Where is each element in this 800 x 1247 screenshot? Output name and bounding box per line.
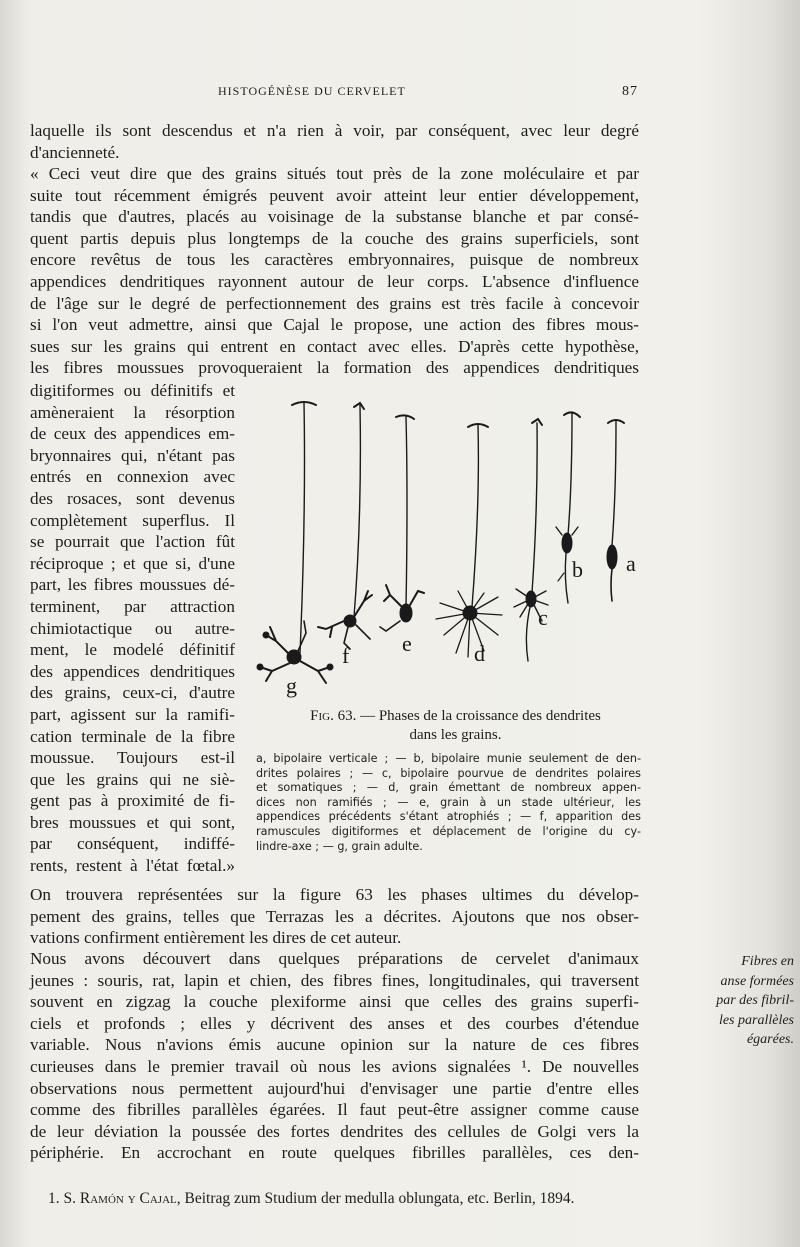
cell-d bbox=[436, 424, 502, 657]
text-line: chimiotactique ou autre- bbox=[30, 618, 235, 638]
text-line: tandis que d'autres, placés au voisinage de la substanse blanche et par consé- bbox=[30, 207, 639, 227]
legend-line: et somatiques ; — d, grain émettant de nombreux appen- bbox=[256, 781, 641, 795]
text-line: entrés en connexion avec bbox=[30, 467, 235, 487]
margin-note-line: égarées. bbox=[746, 1032, 794, 1047]
text-line: quent partis depuis plus longtemps de la couche des grains superficiels, sont bbox=[30, 228, 639, 248]
cell-f bbox=[318, 403, 372, 649]
text-line: de l'âge sur le degré de perfectionnement des grains est très facile à concevoir bbox=[30, 293, 639, 313]
figure-number: Fig. 63. bbox=[310, 708, 357, 724]
text-line: bres moussues et qui sont, bbox=[30, 812, 235, 832]
text-line: part, agissent sur la ramifi- bbox=[30, 704, 235, 724]
margin-note-line: les parallèles bbox=[718, 1012, 794, 1028]
text-line: de ceux des appendices em- bbox=[30, 424, 235, 444]
footnote-text: Beitrag zum Studium der medulla oblungata, etc. Berlin, 1894. bbox=[184, 1190, 575, 1207]
text-line: si l'on veut admettre, ainsi que Cajal le propose, une action des fibres mous- bbox=[30, 315, 639, 335]
text-line: curieuses dans le premier travail où nous les avions signalées ¹. De nouvelles bbox=[30, 1056, 639, 1076]
cell-a bbox=[607, 420, 624, 601]
text-line: pement des grains, telles que Terrazas les a décrites. Ajoutons que nos obser- bbox=[30, 906, 639, 926]
text-line: que les grains qui ne siè- bbox=[30, 769, 235, 789]
margin-note-line: par des fibril- bbox=[716, 993, 794, 1008]
figure-label-d: d bbox=[474, 641, 485, 666]
figure-label-a: a bbox=[626, 551, 636, 576]
text-line: terminent, par attraction bbox=[30, 596, 235, 616]
text-line: réciproque ; et que si, d'une bbox=[30, 553, 235, 573]
figure-label-c: c bbox=[538, 605, 548, 630]
figure-title-line: dans les grains. bbox=[409, 727, 502, 743]
wrapped-text-column bbox=[30, 380, 235, 877]
text-line: « Ceci veut dire que des grains situés tout près de la zone moléculaire et par bbox=[30, 164, 639, 183]
text-line: se pourrait que l'action fût bbox=[30, 532, 235, 552]
text-line: laquelle ils sont descendus et n'a rien à voir, par conséquent, avec leur degré bbox=[30, 121, 639, 140]
legend-line: ramuscules digitiformes et déplacement de l'origine du cy- bbox=[256, 824, 641, 838]
figure-caption bbox=[268, 707, 643, 745]
figure-label-b: b bbox=[572, 557, 583, 582]
text-line: sues sur les grains qui entrent en contact avec elles. D'après cette hypothèse, bbox=[30, 336, 639, 356]
running-header bbox=[218, 84, 638, 104]
text-line: de leur déviation la poussée des fortes dendrites des cellules de Golgi vers la bbox=[30, 1121, 639, 1141]
text-line: les fibres moussues provoqueraient la formation des appendices dendritiques bbox=[30, 358, 639, 378]
text-line: appendices dendritiques rayonnent autour de leur corps. L'absence d'influence bbox=[30, 271, 639, 291]
footnote-marker: 1. S. bbox=[48, 1190, 76, 1207]
text-line: rents, restent à l'état fœtal.» bbox=[30, 856, 235, 876]
text-line: souvent en zigzag la couche plexiforme ainsi que celles des grains superfi- bbox=[30, 992, 639, 1012]
text-line: périphérie. En accrochant en route quelques fibrilles parallèles, ces den- bbox=[30, 1143, 639, 1163]
text-line: des grains, ceux-ci, d'autre bbox=[30, 683, 235, 703]
text-line: digitiformes ou définitifs et bbox=[30, 381, 235, 400]
margin-note-line: anse formées bbox=[720, 973, 794, 989]
legend-line: dices non ramifiés ; — e, grain à un stade ultérieur, les bbox=[256, 795, 641, 809]
text-line: ment, le modelé définitif bbox=[30, 640, 235, 660]
margin-note bbox=[664, 952, 794, 1050]
figure-legend bbox=[256, 752, 641, 854]
paragraph-2 bbox=[30, 163, 639, 379]
text-line: comme des fibrilles parallèles égarées. Il faut peut-être assigner comme cause bbox=[30, 1100, 639, 1120]
text-line: cation terminale de la fibre bbox=[30, 726, 235, 746]
text-line: observations nous permettent aujourd'hui d'envisager une partie d'entre elles bbox=[30, 1078, 639, 1098]
text-line: Nous avons découvert dans quelques préparations de cervelet d'animaux bbox=[30, 949, 639, 968]
legend-line: appendices précédents s'étant atrophiés ; — f, apparition des bbox=[256, 810, 641, 824]
legend-line: lindre-axe ; — g, grain adulte. bbox=[256, 839, 423, 853]
text-line: vations confirment entièrement les dires de cet auteur. bbox=[30, 928, 402, 948]
cell-g bbox=[257, 402, 333, 683]
text-line: bryonnaires qui, n'étant pas bbox=[30, 445, 235, 465]
text-line: encore revêtus de tous les caractères embryonnaires, puisque de nombreux bbox=[30, 250, 639, 270]
legend-line: a, bipolaire verticale ; — b, bipolaire munie seulement de den- bbox=[256, 752, 641, 765]
paragraph-4 bbox=[30, 948, 639, 1164]
text-line: des rosaces, sont devenus bbox=[30, 488, 235, 508]
text-line: ciels et profonds ; elles y décrivent des anses et des courbes d'étendue bbox=[30, 1013, 639, 1033]
text-line: par conséquent, indiffé- bbox=[30, 834, 235, 854]
cell-e bbox=[380, 415, 424, 631]
text-line: moussue. Toujours est-il bbox=[30, 748, 235, 768]
figure-label-f: f bbox=[342, 643, 350, 668]
text-line: part, les fibres moussues dé- bbox=[30, 575, 235, 595]
paragraph-3 bbox=[30, 884, 639, 949]
legend-line: drites polaires ; — c, bipolaire pourvue de dendrites polaires bbox=[256, 766, 641, 780]
figure-label-e: e bbox=[402, 631, 412, 656]
text-line: On trouvera représentées sur la figure 63 les phases ultimes du dévelop- bbox=[30, 885, 639, 904]
header-title: HISTOGÉNÈSE DU CERVELET bbox=[218, 84, 406, 98]
text-line: variable. Nous n'avions émis aucune opinion sur la nature de ces fibres bbox=[30, 1035, 639, 1055]
text-line: d'ancienneté. bbox=[30, 142, 120, 162]
text-line: gent pas à proximité de fi- bbox=[30, 791, 235, 811]
footnote bbox=[48, 1190, 648, 1208]
margin-note-line: Fibres en bbox=[741, 954, 794, 969]
footnote-author: Ramón y Cajal, bbox=[79, 1190, 181, 1207]
paragraph-1 bbox=[30, 120, 639, 163]
text-line: amèneraient la résorption bbox=[30, 402, 235, 422]
granule-cells-drawing bbox=[246, 395, 646, 705]
text-line: des appendices dendritiques bbox=[30, 661, 235, 681]
text-line: jeunes : souris, rat, lapin et chien, des fibres fines, longitudinales, qui traversent bbox=[30, 970, 639, 990]
text-line: complètement superflus. Il bbox=[30, 510, 235, 530]
figure-label-g: g bbox=[286, 673, 297, 698]
figure-63-illustration bbox=[246, 395, 646, 705]
figure-title-line: — Phases de la croissance des dendrites bbox=[360, 708, 601, 724]
text-line: suite tout récemment émigrés peuvent avoir atteint leur entier développement, bbox=[30, 185, 639, 205]
page-number: 87 bbox=[622, 84, 638, 99]
